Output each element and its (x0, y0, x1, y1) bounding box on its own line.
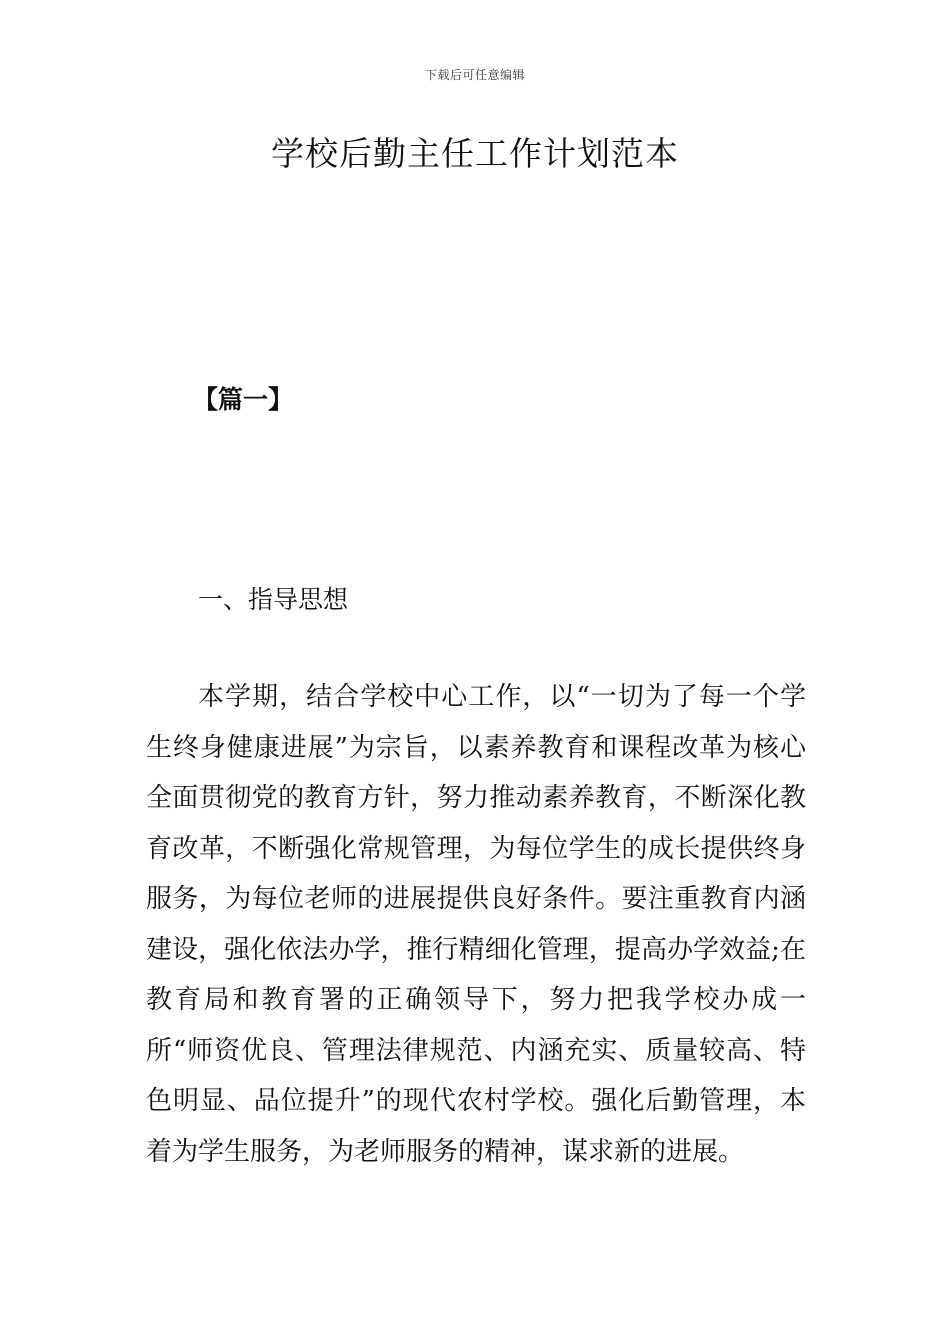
body-paragraph: 本学期，结合学校中心工作，以“一切为了每一个学生终身健康进展”为宗旨，以素养教育和课程改革为核心全面贯彻党的教育方针，努力推动素养教育，不断深化教育改革，不断强化常规管理，为每位学生的成长提供终身服务，为每位老师的进展提供良好条件。要注重教育内涵建设，强化依法办学，推行精细化管理，提高办学效益;在教育局和教育署的正确领导下，努力把我学校办成一所“师资优良、管理法律规范、内涵充实、质量较高、特色明显、品位提升”的现代农村学校。强化后勤管理，本着为学生服务，为老师服务的精神，谋求新的进展。 (146, 682, 806, 1167)
section-marker: 【篇一】 (193, 385, 294, 414)
document-title: 学校后勤主任工作计划范本 (271, 134, 679, 173)
header-note: 下载后可任意编辑 (424, 68, 525, 82)
section-heading: 一、指导思想 (198, 585, 349, 614)
